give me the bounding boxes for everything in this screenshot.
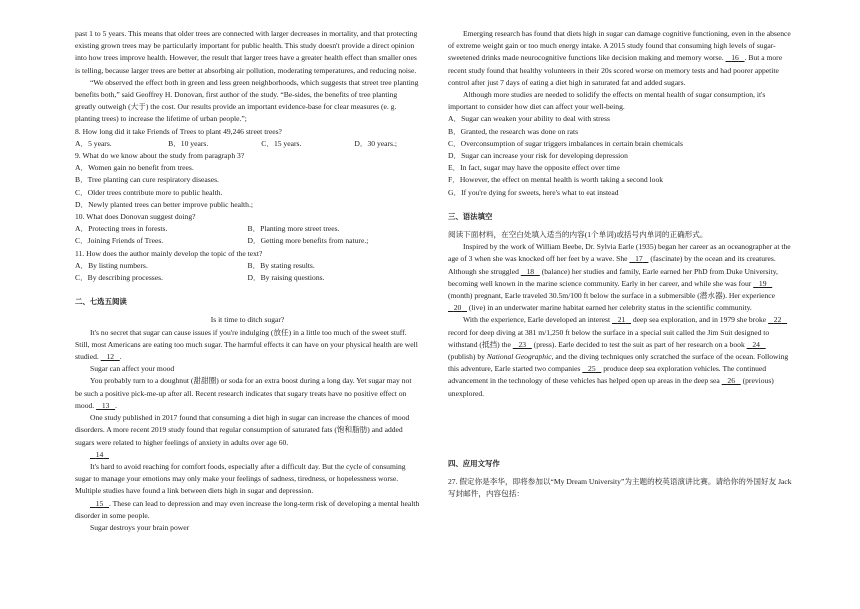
option: A．5 years. (75, 138, 112, 148)
option: B．By stating results. (247, 260, 315, 270)
paragraph-text: produce deep sea exploration vehicles. The continued advancement in the technology of these vehicles has helped open up areas in the deep sea (448, 364, 767, 386)
blank-14 (90, 450, 109, 459)
spacer (448, 199, 793, 211)
question-27: 27. 假定你是李华，即将参加以“My Dream University”为主题的校英语演讲比赛。请给你的外国好友 Jack 写封邮件，内容包括： (448, 477, 792, 499)
section-heading: 二、七选五阅读 (75, 297, 127, 307)
blank-13 (96, 401, 115, 410)
blank-15 (90, 499, 109, 508)
paragraph-text: (publish) by (448, 352, 485, 362)
option: C．Overconsumption of sugar triggers imbalances in certain brain chemicals (448, 138, 683, 148)
paragraph-text: deep sea exploration, and in 1979 she broke (632, 315, 767, 325)
question-11-options (75, 260, 420, 272)
blank-number: 22 (773, 315, 782, 325)
passage-paragraph (448, 28, 793, 89)
passage-paragraph (75, 498, 420, 522)
blank-19 (753, 279, 772, 288)
paragraph-text: (fascinate) by the ocean and its creatures. Although she struggled (448, 254, 776, 276)
blank-20 (448, 303, 467, 312)
blank-number: 19 (758, 278, 767, 288)
blank-25 (582, 364, 601, 373)
option: C．By describing processes. (75, 273, 163, 283)
blank-number: 17 (635, 254, 643, 264)
option: B．Granted, the research was done on rats (448, 126, 579, 136)
paragraph-text: It's no secret that sugar can cause issues if you're indulging (放任) in a little too much of the sweet stuff. Still, most Americans are eating too much sugar. The harmful effects it can have on your physical health are well studied. (75, 327, 418, 362)
blank-23 (513, 340, 532, 349)
option: C．15 years. (261, 138, 302, 148)
question-11: 11. How does the author mainly develop the topic of the text? (75, 248, 263, 258)
blank-number: 13 (101, 400, 110, 410)
paragraph-text: (press). Earle decided to test the suit as part of her research on a book (533, 339, 745, 349)
question-10-options (75, 223, 420, 235)
passage-paragraph (448, 241, 793, 314)
subheading: Sugar can affect your mood (90, 364, 175, 374)
question-10: 10. What does Donovan suggest doing? (75, 212, 196, 222)
option: B．10 years. (168, 138, 209, 148)
passage-paragraph (448, 314, 793, 399)
blank-number: 12 (106, 352, 115, 362)
passage-paragraph: You probably turn to a doughnut (甜甜圈) or soda for an extra boost during a long day. Yet sugar may not be such a positive pick-me-up after all. Recent research indicates that sugary treats have no positive effect on mood. 13 . (75, 376, 412, 410)
section-heading: 三、语法填空 (448, 211, 493, 221)
option: A．By listing numbers. (75, 260, 148, 270)
paragraph-text: You probably turn to a doughnut (甜甜圈) or soda for an extra boost during a long day. Yet sugar may not be such a positive pick-me-up after all. Recent research indicates that sugary treats have no positive effect on mood. (75, 376, 412, 410)
blank-number: 18 (526, 266, 535, 276)
option: G．If you're dying for sweets, here's what to eat instead (448, 187, 619, 197)
passage-paragraph: past 1 to 5 years. This means that older trees are connected with larger decreases in mortality, and that protecting existing grown trees may be particularly important for public health. This study doesn't provide a direct opinion into how trees improve health. However, the result that larger trees have a greater health effect than smaller ones is telling, because larger trees are better at absorbing air pollution, moderating temperatures, and reducing noise. (75, 29, 418, 75)
option: D．Newly planted trees can better improve public health.; (75, 199, 253, 209)
passage-paragraph: It's no secret that sugar can cause issues if you're indulging (放任) in a little too much of the sweet stuff. Still, most Americans are eating too much sugar. The harmful effects it can have on your physical health are well studied. 12 . (75, 327, 418, 362)
blank-22 (768, 315, 787, 324)
subheading: Sugar destroys your brain power (90, 522, 190, 532)
blank-24 (747, 340, 766, 349)
question-10-options-row2 (75, 235, 420, 247)
question-9: 9. What do we know about the study from paragraph 3? (75, 151, 245, 161)
paragraph-text: . These can lead to depression and may even increase the long-term risk of developing a mental health disorder in some people. (75, 498, 420, 520)
passage-paragraph: One study published in 2017 found that consuming a diet high in sugar can increase the chances of mood disorders. A more recent 2019 study found that regular consumption of saturated fats (饱和脂肪) and added sugars were related to higher feelings of anxiety in adults over age 60. (75, 413, 410, 447)
blank-number: 25 (588, 364, 596, 374)
blank-number: 15 (95, 498, 104, 508)
paragraph-text: (previous) unexplored. (448, 376, 774, 398)
passage-paragraph: Although more studies are needed to solidify the effects on mental health of sugar consumption, it's important to consider how diet can affect your well-being. (448, 90, 766, 112)
paragraph-text: Emerging research has found that diets high in sugar can damage cognitive functioning, even in the absence of extreme weight gain or too much energy intake. A 2015 study found that consuming high levels of sugar-sweetened drinks made neurocognitive functions like decision making and memory worse. (448, 29, 791, 63)
paragraph-text: (live) in an underwater marine habitat earned her celebrity status in the scientific community. (468, 303, 752, 313)
blank-number: 16 (731, 53, 739, 63)
left-column (75, 28, 420, 534)
spacer (75, 284, 420, 296)
passage-paragraph: “We observed the effect both in green and less green neighborhoods, which suggests that street tree planting benefits both,” said Geoffrey H. Donovan, first author of the study. “Be-sides, the benefits of tree planting greatly outweigh (大于) the cost. Our results provide an important evidence-base for clear measures (e. g. planting trees) to increase the lifetime of urban people.”; (75, 77, 419, 124)
blank-26 (722, 376, 741, 385)
option: A．Sugar can weaken your ability to deal with stress (448, 114, 610, 124)
paragraph-text: record for deep diving at 381 m/1,250 ft below the surface in a special suit called the Jim Suit designed to withstand (抵挡) the (448, 327, 770, 349)
option: A．Women gain no benefit from trees. (75, 163, 194, 173)
blank-number: 23 (518, 339, 527, 349)
blank-21 (612, 315, 631, 324)
section-heading: 四、应用文写作 (448, 458, 500, 468)
paragraph-text: , and the diving techniques only scratched the surface of the ocean. Following this adventure, Earle started two companies (448, 352, 789, 374)
option: D．Sugar can increase your risk for developing depression (448, 151, 628, 161)
blank-16 (726, 53, 745, 62)
blank-12 (101, 352, 120, 361)
option: F．However, the effect on mental health is worth taking a second look (448, 175, 664, 185)
blank-18 (521, 267, 540, 276)
option: B．Tree planting can cure respiratory diseases. (75, 175, 219, 185)
option: B．Planting more street trees. (247, 224, 340, 234)
blank-number: 24 (752, 339, 760, 349)
paragraph-text: Inspired by the work of William Beebe, Dr. Sylvia Earle (1935) began her career as an oceanographer at the age of 3 when she was knocked off her feet by a wave. She (448, 242, 791, 264)
option: C．Older trees contribute more to public health. (75, 187, 223, 197)
paragraph-text: With the experience, Earle developed an interest (463, 315, 611, 325)
option: D．Getting more benefits from nature.; (247, 236, 369, 246)
spacer (448, 400, 793, 458)
question-8-options (75, 138, 420, 150)
blank-number: 20 (453, 303, 462, 313)
blank-number: 26 (727, 376, 735, 386)
option: A．Protecting trees in forests. (75, 224, 168, 234)
passage-paragraph: It's hard to avoid reaching for comfort foods, especially after a difficult day. But the cycle of consuming sugar to manage your emotions may only make your feelings of sadness, tiredness, or hopelessness worse. Multiple studies have found a link between diets high in sugar and depression. (75, 461, 406, 496)
paragraph-text: (balance) her studies and family, Earle earned her PhD from Duke University, becoming well known in the marine science community. Early in her career, and while she was four (448, 266, 778, 288)
magazine-title: National Geographic (486, 352, 552, 362)
blank-number: 14 (95, 449, 104, 459)
blank-number: 21 (617, 315, 626, 325)
option: E．In fact, sugar may have the opposite effect over time (448, 163, 620, 173)
blank-17 (629, 254, 648, 263)
option: D．30 years.; (354, 138, 398, 148)
blank-14-line (75, 449, 420, 461)
paragraph-text: (month) pregnant, Earle traveled 30.5m/100 ft below the surface in a submersible (潜水器). Her experience (448, 291, 776, 301)
instructions: 阅读下面材料，在空白处填入适当的内容(1个单词)或括号内单词的正确形式。 (448, 230, 708, 240)
question-8: 8. How long did it take Friends of Trees to plant 49,246 street trees? (75, 126, 282, 136)
paragraph-text: . But a more recent study found that healthy volunteers in their 20s scored worse on memory tests and had poorer appetite control after just 7 days of eating a diet high in saturated fat and added sugars. (448, 53, 783, 87)
question-11-options-row2 (75, 272, 420, 284)
right-column (448, 28, 793, 501)
passage-title: Is it time to ditch sugar? (210, 315, 285, 325)
option: D．By raising questions. (247, 273, 325, 283)
option: C．Joining Friends of Trees. (75, 236, 164, 246)
